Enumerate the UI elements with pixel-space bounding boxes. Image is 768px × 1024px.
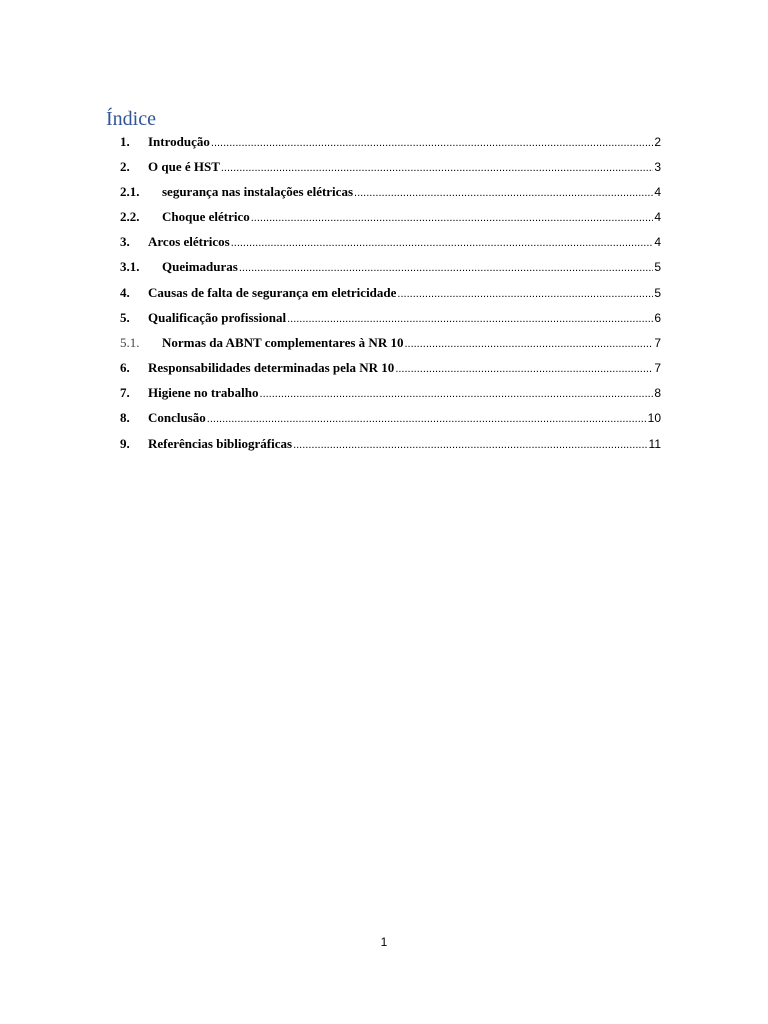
toc-dot-leader [221,158,653,178]
toc-dot-leader [239,258,653,278]
toc-entry-page: 3 [654,160,661,174]
toc-dot-leader [404,334,653,354]
toc-entry-text: Higiene no trabalho [148,385,259,400]
toc-entry-responsabilidades-nr10[interactable] [120,358,661,378]
toc-entry-number: 7. [120,385,130,400]
toc-entry-arcos-eletricos[interactable] [120,232,661,252]
toc-entry-text: segurança nas instalações elétricas [162,184,354,199]
toc-entry-queimaduras[interactable] [120,257,661,277]
toc-entry-text: Causas de falta de segurança em eletricidade [148,285,397,300]
toc-entry-number: 8. [120,410,130,425]
toc-entry-qualificacao-profissional[interactable] [120,308,661,328]
toc-entry-page: 4 [654,210,661,224]
toc-entry-conclusao[interactable] [120,408,661,428]
toc-entry-page: 7 [654,361,661,375]
toc-entry-page: 5 [654,260,661,274]
toc-entry-causas-falta-seguranca[interactable] [120,283,661,303]
toc-entry-introducao[interactable] [120,132,661,152]
toc-entry-number: 3. [120,234,130,249]
toc-entry-o-que-e-hst[interactable] [120,157,661,177]
toc-entry-number: 2.2. [120,209,140,224]
toc-entry-page: 4 [654,185,661,199]
toc-entry-page: 11 [648,437,661,451]
toc-entry-page: 7 [654,336,661,350]
toc-dot-leader [207,409,647,429]
toc-entry-number: 2. [120,159,130,174]
toc-entry-text: Normas da ABNT complementares à NR 10 [162,335,404,350]
toc-entry-number: 5. [120,310,130,325]
toc-dot-leader [260,384,654,404]
toc-entry-number: 2.1. [120,184,140,199]
toc-entry-seguranca-instalacoes[interactable] [120,182,661,202]
toc-dot-leader [211,133,653,153]
toc-dot-leader [395,359,653,379]
toc-entry-number: 1. [120,134,130,149]
toc-dot-leader [231,233,654,253]
toc-entry-text: Queimaduras [162,259,238,274]
toc-entry-number: 3.1. [120,259,140,274]
toc-entry-text: Qualificação profissional [148,310,287,325]
toc-dot-leader [287,309,653,329]
toc-entry-page: 5 [654,286,661,300]
toc-entry-text: Choque elétrico [162,209,250,224]
toc-entry-number: 5.1. [120,335,140,350]
toc-entry-number: 6. [120,360,130,375]
toc-entry-text: Conclusão [148,410,206,425]
toc-dot-leader [354,183,653,203]
toc-entry-normas-abnt[interactable] [120,333,661,353]
toc-entry-number: 9. [120,436,130,451]
toc-entry-page: 8 [654,386,661,400]
page-number: 1 [380,935,388,949]
toc-dot-leader [251,208,654,228]
toc-dot-leader [293,435,647,455]
toc-entry-text: Referências bibliográficas [148,436,293,451]
toc-title: Índice [106,108,156,130]
toc-entry-number: 4. [120,285,130,300]
toc-entry-text: Introdução [148,134,210,149]
toc-entry-text: O que é HST [148,159,220,174]
toc-entry-page: 10 [647,411,661,425]
toc-entry-text: Arcos elétricos [148,234,230,249]
toc-entry-page: 2 [654,135,661,149]
toc-entry-higiene-trabalho[interactable] [120,383,661,403]
toc-entry-page: 4 [654,235,661,249]
toc-entry-referencias[interactable] [120,434,661,454]
toc-dot-leader [397,284,653,304]
toc-entry-text: Responsabilidades determinadas pela NR 10 [148,360,395,375]
toc-entry-choque-eletrico[interactable] [120,207,661,227]
toc-entry-page: 6 [654,311,661,325]
